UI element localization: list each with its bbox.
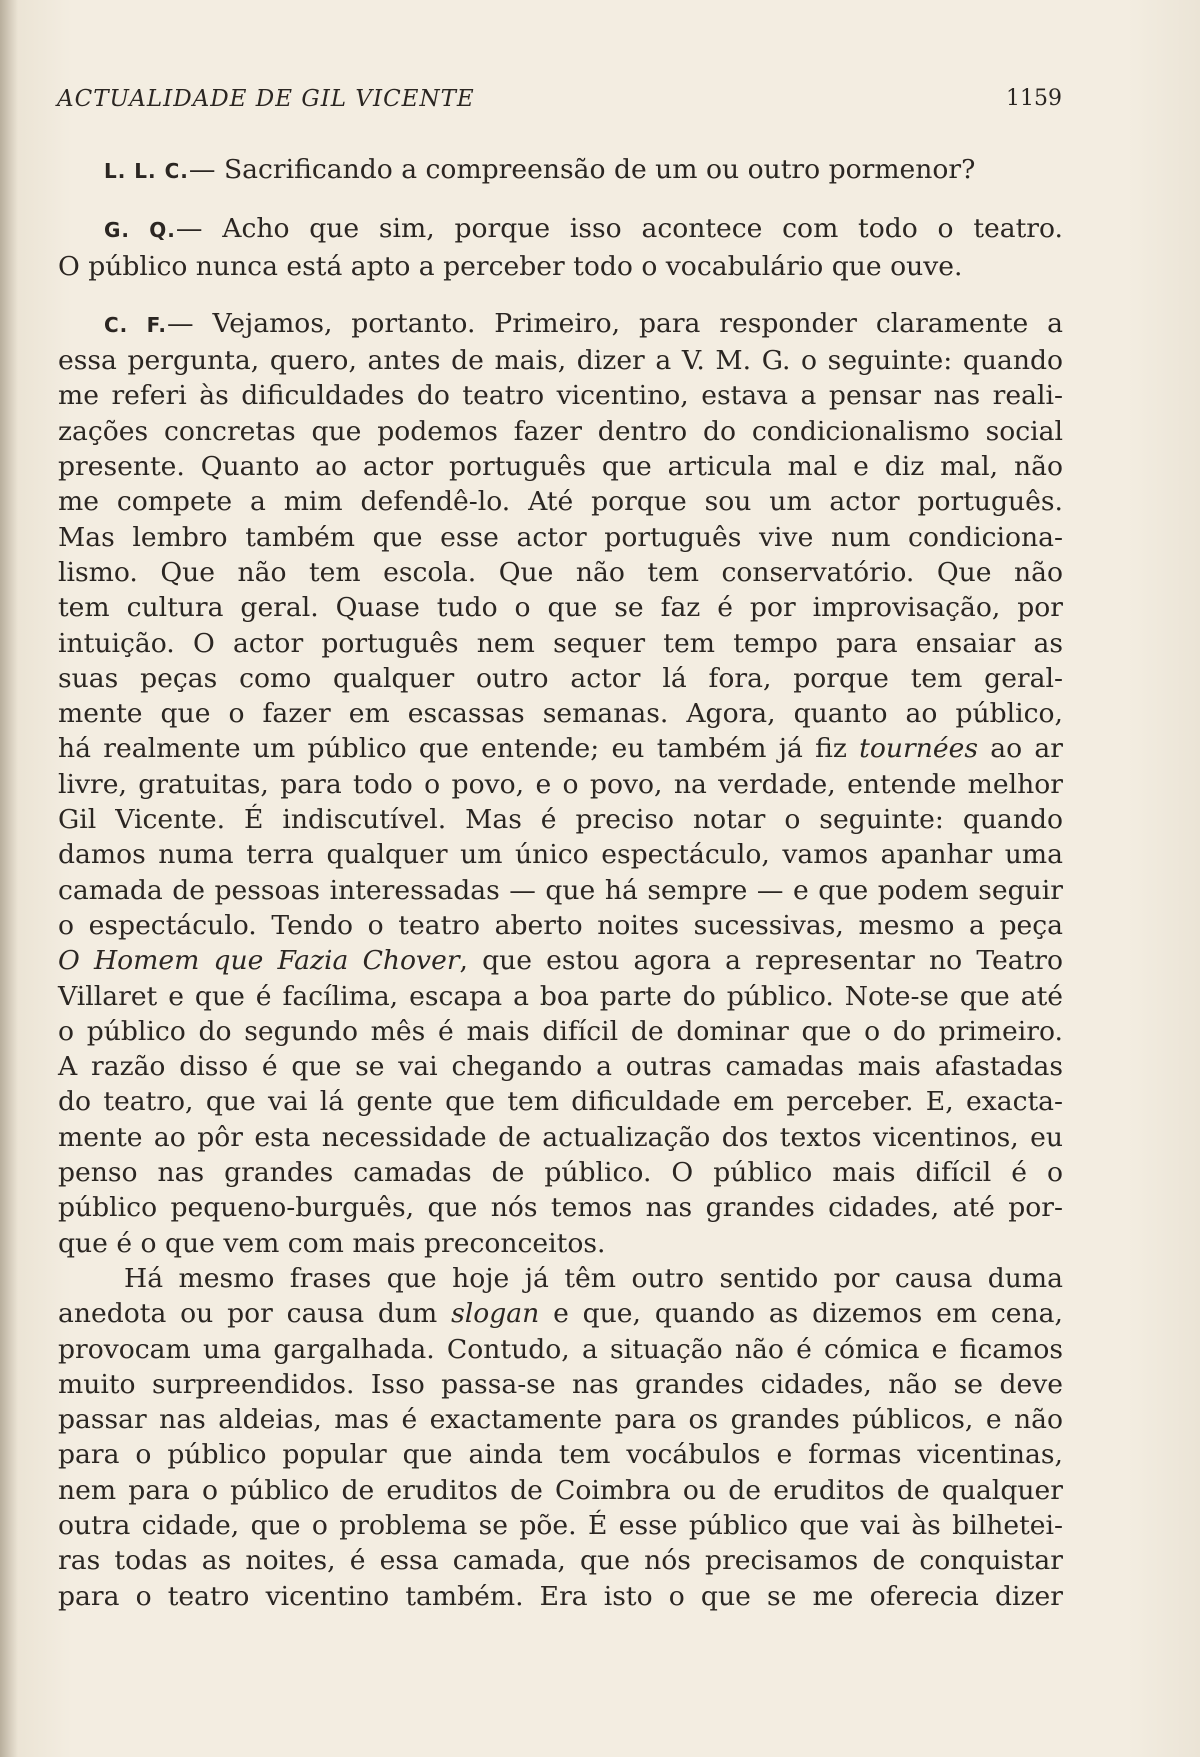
text-line: para o teatro vicentino também. Era isto o que se me oferecia dizer <box>58 1580 1063 1612</box>
text-line: essa pergunta, quero, antes de mais, dizer a V. M. G. o seguinte: quando <box>58 345 1063 377</box>
text-line: o público do segundo mês é mais difícil de dominar que o do primeiro. <box>58 1015 1063 1047</box>
text-line: mente ao pôr esta necessidade de actualização dos textos vicentinos, eu <box>58 1121 1063 1153</box>
text-line <box>58 306 1063 343</box>
text-line: zações concretas que podemos fazer dentro do condicionalismo social <box>58 415 1063 447</box>
text-line: lismo. Que não tem escola. Que não tem conservatório. Que não <box>58 556 1063 588</box>
exchange-llc <box>58 152 1063 189</box>
text-line: do teatro, que vai lá gente que tem dificuldade em perceber. E, exacta- <box>58 1086 1063 1118</box>
text-line: para o público popular que ainda tem vocábulos e formas vicentinas, <box>58 1439 1063 1471</box>
running-head-title: ACTUALIDADE DE GIL VICENTE <box>57 86 475 112</box>
text-line: A razão disso é que se vai chegando a outras camadas mais afastadas <box>58 1051 1063 1083</box>
line-text: há realmente um público que entende; eu também já fiz <box>58 733 860 765</box>
italic-term: slogan <box>451 1298 540 1330</box>
text-line <box>58 943 1063 978</box>
paragraph <box>58 1261 1063 1614</box>
text-line <box>58 211 1063 248</box>
play-title: O Homem que Fazia Chover <box>58 945 460 977</box>
text-line: Gil Vicente. É indiscutível. Mas é preciso notar o seguinte: quando <box>58 804 1063 836</box>
exchange-gq <box>58 211 1063 284</box>
text-line <box>58 731 1063 766</box>
running-head <box>57 86 1062 116</box>
line-text: anedota ou por causa dum <box>58 1298 452 1330</box>
line-text: Há mesmo frases que hoje já têm outro sentido por causa duma <box>124 1262 1063 1294</box>
text-line: tem cultura geral. Quase tudo o que se faz é por improvisação, por <box>58 592 1063 624</box>
text-line: Villaret e que é facílima, escapa a boa parte do público. Note-se que até <box>58 980 1063 1012</box>
text-line: suas peças como qualquer outro actor lá fora, porque tem geral- <box>58 662 1063 694</box>
text-line: nem para o público de eruditos de Coimbra ou de eruditos de qualquer <box>58 1474 1063 1506</box>
line-text: e que, quando as dizemos em cena, <box>539 1298 1063 1330</box>
text-line: me compete a mim defendê-lo. Até porque sou um actor português. <box>58 486 1063 518</box>
page-number: 1159 <box>1006 86 1062 111</box>
text-line <box>58 1261 1063 1296</box>
text-line: Mas lembro também que esse actor português vive num condiciona- <box>58 521 1063 553</box>
text-line: O público nunca está apto a perceber todo o vocabulário que ouve. <box>58 250 963 282</box>
line-text: ao ar <box>977 733 1063 765</box>
text-line: ras todas as noites, é essa camada, que nós precisamos de conquistar <box>58 1545 1063 1577</box>
italic-term: tournées <box>859 733 978 765</box>
text-line: provocam uma gargalhada. Contudo, a situação não é cómica e ficamos <box>58 1333 1063 1365</box>
body-text <box>58 152 1063 1614</box>
text-line: que é o que vem com mais preconceitos. <box>58 1227 606 1259</box>
text-line <box>58 152 1063 189</box>
speaker-label: C. F. <box>104 312 167 337</box>
text-line: público pequeno-burguês, que nós temos nas grandes cidades, até por- <box>58 1192 1063 1224</box>
exchange-cf <box>58 306 1063 1261</box>
line-text: , que estou agora a representar no Teatro <box>459 945 1063 977</box>
text-line: passar nas aldeias, mas é exactamente para os grandes públicos, e não <box>58 1404 1063 1436</box>
text-line: intuição. O actor português nem sequer tem tempo para ensaiar as <box>58 627 1063 659</box>
line-text: — Sacrificando a compreensão de um ou outro pormenor? <box>188 154 976 185</box>
line-text: — Acho que sim, porque isso acontece com todo o teatro. <box>175 213 1063 245</box>
binding-shadow <box>0 0 18 1757</box>
text-line: presente. Quanto ao actor português que articula mal e diz mal, não <box>58 451 1063 483</box>
text-line: penso nas grandes camadas de público. O público mais difícil é o <box>58 1157 1063 1189</box>
text-line: muito surpreendidos. Isso passa-se nas grandes cidades, não se deve <box>58 1368 1063 1400</box>
text-line: outra cidade, que o problema se põe. É esse público que vai às bilhetei- <box>58 1509 1063 1541</box>
text-line: me referi às dificuldades do teatro vicentino, estava a pensar nas reali- <box>58 380 1063 412</box>
text-line: o espectáculo. Tendo o teatro aberto noites sucessivas, mesmo a peça <box>58 909 1063 941</box>
text-line <box>58 1296 1063 1331</box>
speaker-label: L. L. C. <box>104 159 189 183</box>
text-line: livre, gratuitas, para todo o povo, e o povo, na verdade, entende melhor <box>58 768 1063 800</box>
text-line: mente que o fazer em escassas semanas. Agora, quanto ao público, <box>58 698 1063 730</box>
text-line: camada de pessoas interessadas — que há sempre — e que podem seguir <box>58 874 1063 906</box>
line-text: — Vejamos, portanto. Primeiro, para responder claramente a <box>167 307 1063 339</box>
speaker-label: G. Q. <box>104 218 176 243</box>
text-line: damos numa terra qualquer um único espectáculo, vamos apanhar uma <box>58 839 1063 871</box>
